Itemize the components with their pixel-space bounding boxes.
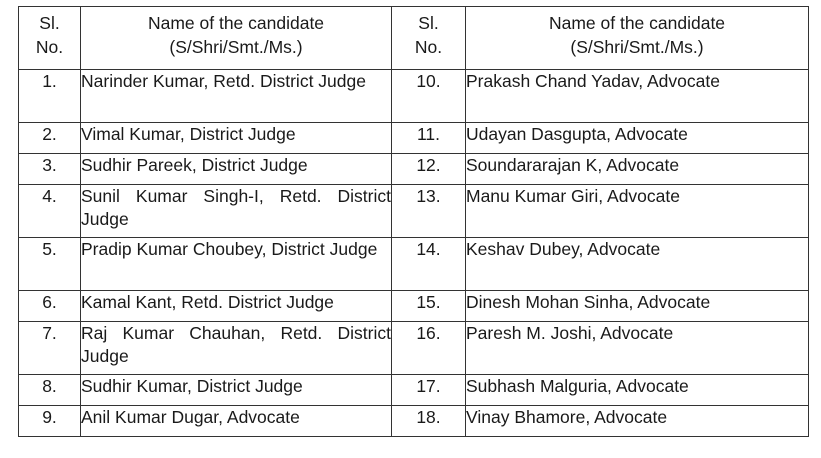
candidates-table [18,6,809,437]
table-header-row [19,7,809,70]
header-name-right: Name of the candidate (S/Shri/Smt./Ms.) [466,7,809,70]
candidate-name-cell: Soundararajan K, Advocate [466,154,809,185]
candidate-name-cell: Dinesh Mohan Sinha, Advocate [466,291,809,322]
candidate-name-cell: Prakash Chand Yadav, Advocate [466,70,809,123]
sl-no-cell: 7. [19,322,81,375]
sl-no-cell: 17. [392,375,466,406]
candidate-name-cell: Vimal Kumar, District Judge [81,123,392,154]
candidate-name-cell: Vinay Bhamore, Advocate [466,406,809,437]
table-row [19,375,809,406]
sl-no-cell: 1. [19,70,81,123]
table-row [19,70,809,123]
candidate-name-cell: Sudhir Kumar, District Judge [81,375,392,406]
header-sl-no-left: Sl. No. [19,7,81,70]
candidate-name-cell: Sunil Kumar Singh-I, Retd. District Judge [81,185,392,238]
sl-no-cell: 5. [19,238,81,291]
candidate-name-cell: Udayan Dasgupta, Advocate [466,123,809,154]
header-sl-no-right: Sl. No. [392,7,466,70]
sl-no-cell: 3. [19,154,81,185]
sl-no-cell: 10. [392,70,466,123]
header-name-left: Name of the candidate (S/Shri/Smt./Ms.) [81,7,392,70]
table-row [19,406,809,437]
sl-no-cell: 18. [392,406,466,437]
candidate-name-cell: Raj Kumar Chauhan, Retd. District Judge [81,322,392,375]
sl-no-cell: 12. [392,154,466,185]
table-row [19,123,809,154]
sl-no-cell: 11. [392,123,466,154]
candidate-name-cell: Anil Kumar Dugar, Advocate [81,406,392,437]
candidate-name-cell: Manu Kumar Giri, Advocate [466,185,809,238]
candidate-name-cell: Sudhir Pareek, District Judge [81,154,392,185]
sl-no-cell: 8. [19,375,81,406]
candidate-name-cell: Keshav Dubey, Advocate [466,238,809,291]
table-row [19,238,809,291]
sl-no-cell: 15. [392,291,466,322]
sl-no-cell: 9. [19,406,81,437]
sl-no-cell: 4. [19,185,81,238]
table-row [19,322,809,375]
table-row [19,185,809,238]
sl-no-cell: 16. [392,322,466,375]
table-row [19,291,809,322]
candidate-name-cell: Subhash Malguria, Advocate [466,375,809,406]
sl-no-cell: 13. [392,185,466,238]
candidate-name-cell: Kamal Kant, Retd. District Judge [81,291,392,322]
candidate-name-cell: Narinder Kumar, Retd. District Judge [81,70,392,123]
sl-no-cell: 6. [19,291,81,322]
sl-no-cell: 2. [19,123,81,154]
candidate-name-cell: Pradip Kumar Choubey, District Judge [81,238,392,291]
sl-no-cell: 14. [392,238,466,291]
table-row [19,154,809,185]
candidate-name-cell: Paresh M. Joshi, Advocate [466,322,809,375]
